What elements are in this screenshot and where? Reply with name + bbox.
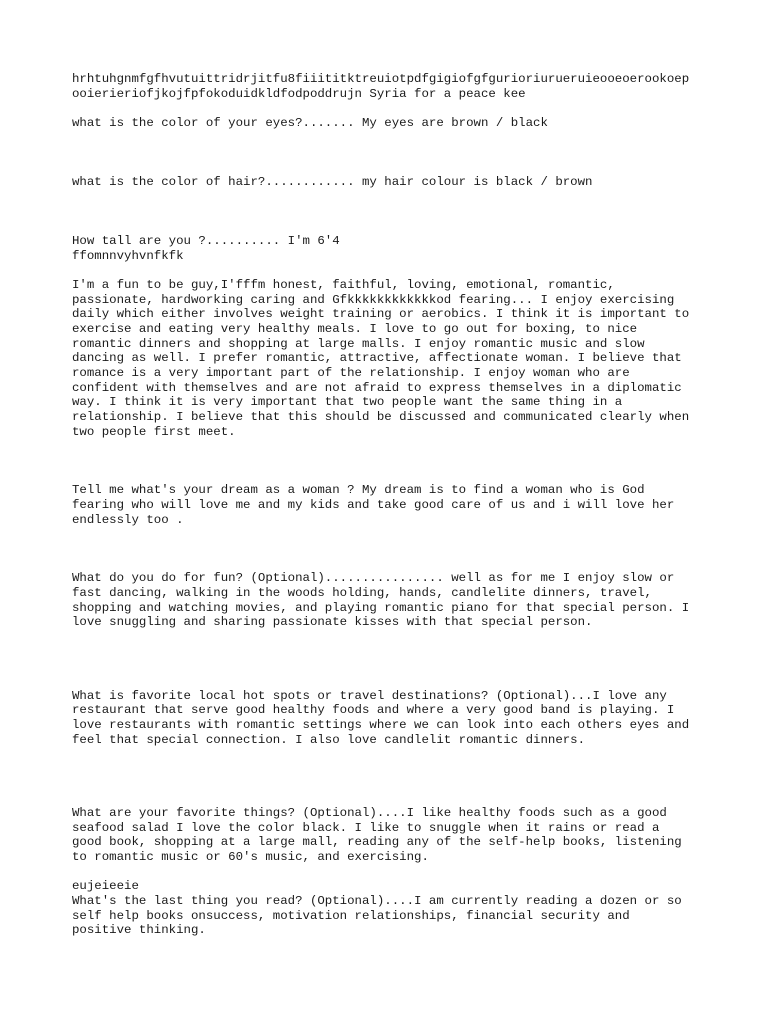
favorite-things-line-2: seafood salad I love the color black. I like to snuggle when it rains or read a bbox=[72, 821, 660, 835]
about-me-line-9: way. I think it is very important that two people want the same thing in a bbox=[72, 395, 623, 409]
height-question: How tall are you ?.......... I'm 6'4 bbox=[72, 234, 340, 248]
last-read-line-2: self help books onsuccess, motivation relationships, financial security and bbox=[72, 909, 630, 923]
hot-spots-question-line-4: feel that special connection. I also love candlelit romantic dinners. bbox=[72, 733, 586, 747]
about-me-line-2: passionate, hardworking caring and Gfkkkkkkkkkkkkod fearing... I enjoy exercising bbox=[72, 293, 675, 307]
hair-color-question: what is the color of hair?............ my hair colour is black / brown bbox=[72, 175, 593, 189]
fun-question-line-3: shopping and watching movies, and playing romantic piano for that special person. I bbox=[72, 601, 690, 615]
favorite-things-line-3: good book, shopping at a large mall, reading any of the self-help books, listening bbox=[72, 835, 682, 849]
header-line-1: hrhtuhgnmfgfhvutuittridrjitfu8fiiititktreuiotpdfgigiofgfgurioriurueruieooeoerookoep bbox=[72, 72, 690, 86]
hot-spots-question-line-1: What is favorite local hot spots or travel destinations? (Optional)...I love any bbox=[72, 689, 667, 703]
about-me-line-7: romance is a very important part of the relationship. I enjoy woman who are bbox=[72, 366, 630, 380]
about-me-line-10: relationship. I believe that this should be discussed and communicated clearly when bbox=[72, 410, 690, 424]
about-me-line-8: confident with themselves and are not afraid to express themselves in a diplomatic bbox=[72, 381, 682, 395]
last-read-line-1: What's the last thing you read? (Optional)....I am currently reading a dozen or so bbox=[72, 894, 682, 908]
last-read-line-3: positive thinking. bbox=[72, 923, 206, 937]
random-text-line-2: eujeieeie bbox=[72, 879, 139, 893]
eye-color-question: what is the color of your eyes?....... My eyes are brown / black bbox=[72, 116, 548, 130]
about-me-line-1: I'm a fun to be guy,I'fffm honest, faithful, loving, emotional, romantic, bbox=[72, 278, 615, 292]
about-me-line-11: two people first meet. bbox=[72, 425, 236, 439]
hot-spots-question-line-3: love restaurants with romantic settings where we can look into each others eyes and bbox=[72, 718, 690, 732]
fun-question-line-4: love snuggling and sharing passionate kisses with that special person. bbox=[72, 615, 593, 629]
dream-question-line-2: fearing who will love me and my kids and take good care of us and i will love her bbox=[72, 498, 675, 512]
hot-spots-question-line-2: restaurant that serve good healthy foods and where a very good band is playing. I bbox=[72, 703, 675, 717]
about-me-line-5: romantic dinners and shopping at large malls. I enjoy romantic music and slow bbox=[72, 337, 645, 351]
random-text-line: ffomnnvyhvnfkfk bbox=[72, 249, 184, 263]
favorite-things-line-4: to romantic music or 60's music, and exercising. bbox=[72, 850, 429, 864]
fun-question-line-1: What do you do for fun? (Optional)................ well as for me I enjoy slow or bbox=[72, 571, 675, 585]
dream-question-line-3: endlessly too . bbox=[72, 513, 184, 527]
fun-question-line-2: fast dancing, walking in the woods holding, hands, candlelite dinners, travel, bbox=[72, 586, 652, 600]
dream-question-line-1: Tell me what's your dream as a woman ? My dream is to find a woman who is God bbox=[72, 483, 645, 497]
favorite-things-line-1: What are your favorite things? (Optional)....I like healthy foods such as a good bbox=[72, 806, 667, 820]
about-me-line-4: exercise and eating very healthy meals. I love to go out for boxing, to nice bbox=[72, 322, 638, 336]
about-me-line-3: daily which either involves weight training or aerobics. I think it is important to bbox=[72, 307, 690, 321]
header-line-2: ooierieriofjkojfpfokoduidkldfodpoddrujn Syria for a peace kee bbox=[72, 87, 526, 101]
about-me-line-6: dancing as well. I prefer romantic, attractive, affectionate woman. I believe that bbox=[72, 351, 682, 365]
